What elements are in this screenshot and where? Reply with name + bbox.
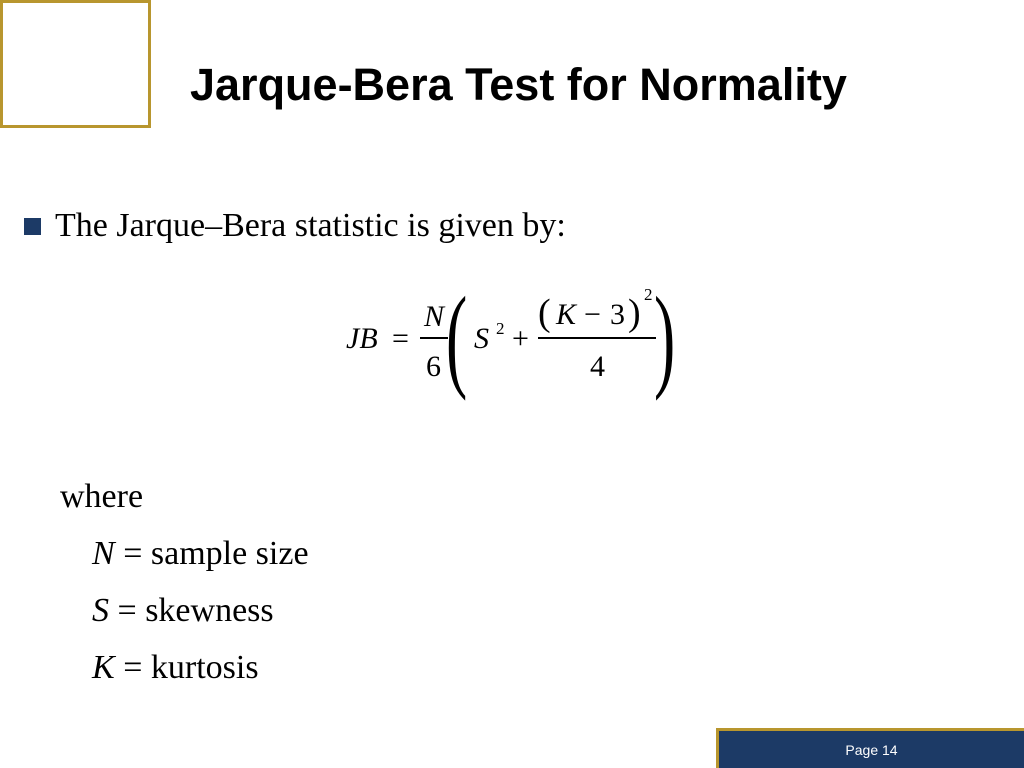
formula-lhs: JB bbox=[346, 322, 378, 355]
definition-meaning: skewness bbox=[145, 592, 274, 629]
definition-symbol: K bbox=[92, 649, 115, 686]
page-number-label: Page 14 bbox=[845, 741, 898, 758]
formula-inner-exponent: 2 bbox=[644, 285, 653, 304]
definition-symbol: S bbox=[92, 592, 109, 629]
formula-s-exponent: 2 bbox=[496, 319, 505, 338]
definition-equals: = bbox=[123, 535, 143, 572]
definition-equals: = bbox=[117, 592, 137, 629]
formula-equals: = bbox=[392, 322, 409, 355]
definition-meaning: sample size bbox=[150, 535, 309, 572]
formula-denominator-6: 6 bbox=[426, 350, 441, 383]
fraction-bar-n-6 bbox=[420, 337, 448, 339]
where-label: where bbox=[60, 478, 144, 515]
formula-plus: + bbox=[512, 322, 529, 355]
fraction-bar-k-4 bbox=[538, 337, 656, 339]
formula-k: K bbox=[556, 298, 577, 331]
formula-inner-paren-right: ) bbox=[628, 292, 641, 334]
jarque-bera-formula bbox=[340, 276, 680, 400]
formula-inner-paren-left: ( bbox=[538, 292, 551, 334]
formula-paren-right: ) bbox=[654, 274, 676, 402]
formula-denominator-4: 4 bbox=[590, 350, 605, 383]
definition-equals: = bbox=[123, 649, 143, 686]
definition-s bbox=[92, 592, 274, 630]
definition-meaning: kurtosis bbox=[150, 649, 259, 686]
bullet-square-icon bbox=[24, 218, 41, 235]
corner-decoration bbox=[0, 0, 151, 128]
bullet-text: The Jarque–Bera statistic is given by: bbox=[55, 207, 566, 244]
formula-numerator-n: N bbox=[424, 300, 445, 333]
slide-title: Jarque-Bera Test for Normality bbox=[190, 59, 847, 110]
formula-s: S bbox=[474, 322, 489, 355]
definition-symbol: N bbox=[92, 535, 115, 572]
page-number-badge bbox=[716, 728, 1024, 768]
formula-three: 3 bbox=[610, 298, 625, 331]
definition-n bbox=[92, 535, 309, 573]
formula-paren-left: ( bbox=[446, 274, 468, 402]
definition-k bbox=[92, 649, 259, 687]
bullet-item bbox=[24, 207, 566, 245]
formula-minus: − bbox=[584, 298, 601, 331]
